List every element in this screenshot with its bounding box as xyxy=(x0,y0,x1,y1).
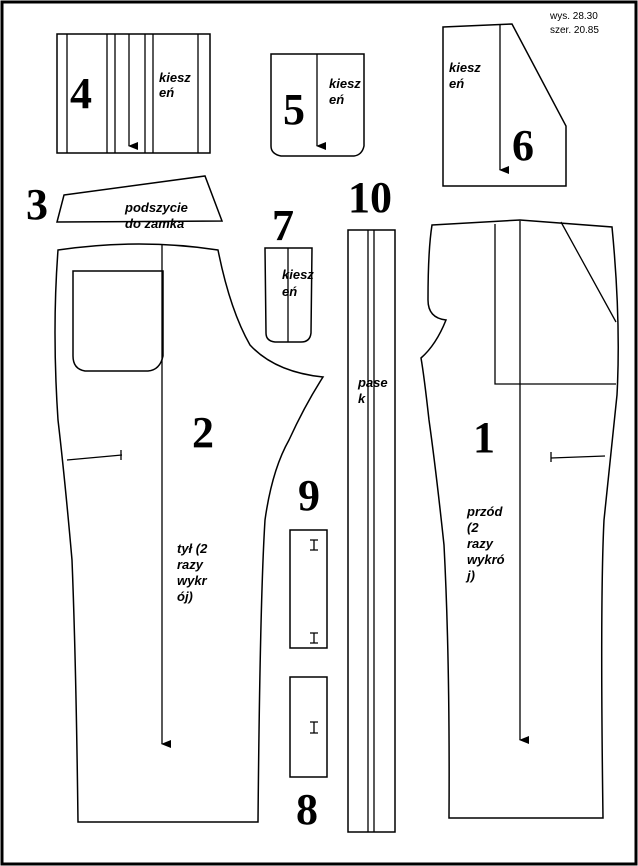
piece-10-waistband xyxy=(348,173,395,832)
piece-1-label-line1: przód xyxy=(467,504,503,519)
piece-1-label-line5: j) xyxy=(467,568,475,583)
piece-2-label-line2: razy xyxy=(177,557,204,572)
piece-1-label-line4: wykró xyxy=(467,552,505,567)
piece-6-number: 6 xyxy=(512,121,534,170)
piece-7-label-line2: eń xyxy=(282,284,298,299)
height-dimension: wys. 28.30 xyxy=(550,11,598,22)
piece-1-number: 1 xyxy=(473,413,495,462)
piece-2-label-line1: tył (2 xyxy=(177,541,208,556)
piece-3-number: 3 xyxy=(26,180,48,229)
piece-2-label-line4: ój) xyxy=(177,589,193,604)
piece-1-label-line2: (2 xyxy=(467,520,479,535)
piece-6-label-line1: kiesz xyxy=(449,60,481,75)
piece-1-front-leg xyxy=(421,220,618,818)
piece-7-number: 7 xyxy=(272,201,294,250)
piece-5-number: 5 xyxy=(283,85,305,134)
piece-5-label-line2: eń xyxy=(329,92,345,107)
piece-2-label-line3: wykr xyxy=(177,573,207,588)
piece-6-label-line2: eń xyxy=(449,76,465,91)
piece-4-pocket xyxy=(57,34,210,153)
piece-3-label-line2: do zamka xyxy=(125,216,185,231)
piece-10-label-line1: pase xyxy=(358,375,388,390)
piece-4-label-line1: kiesz xyxy=(159,70,191,85)
piece-2-number: 2 xyxy=(192,408,214,457)
piece-10-label-line2: k xyxy=(358,391,366,406)
piece-10-number: 10 xyxy=(348,173,392,222)
piece-7-label-line1: kiesz xyxy=(282,267,314,282)
piece-3-label-line1: podszycie xyxy=(125,200,188,215)
piece-5-label-line1: kiesz xyxy=(329,76,361,91)
piece-4-label-line2: eń xyxy=(159,85,175,100)
piece-9-number: 9 xyxy=(298,471,320,520)
piece-4-number: 4 xyxy=(70,69,92,118)
piece-5-pocket xyxy=(271,54,364,156)
width-dimension: szer. 20.85 xyxy=(550,25,599,36)
piece-1-label-line3: razy xyxy=(467,536,494,551)
piece-8-number: 8 xyxy=(296,785,318,834)
